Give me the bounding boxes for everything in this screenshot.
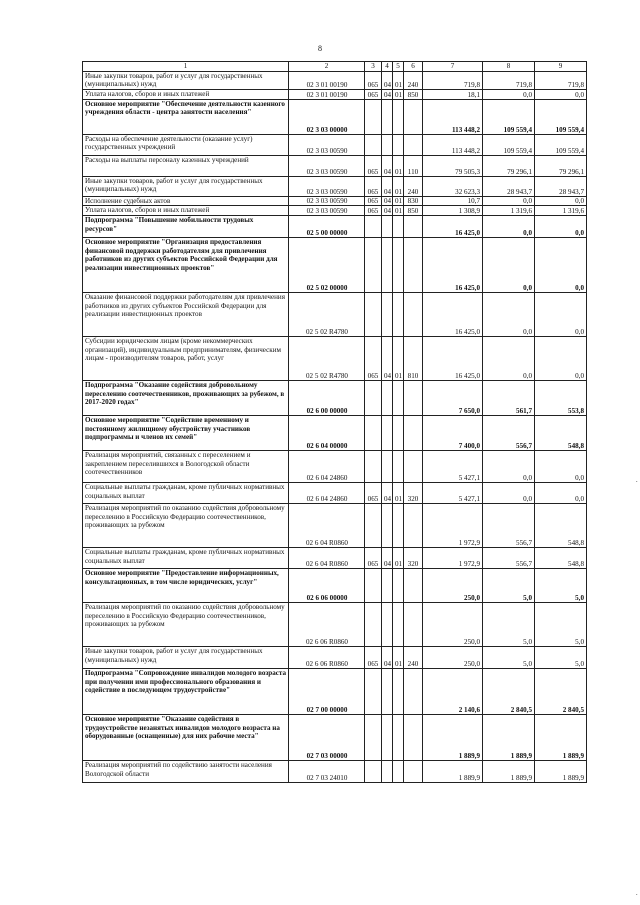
row-section xyxy=(382,238,393,293)
row-subsection: 01 xyxy=(393,156,404,177)
row-value-2019: 5,0 xyxy=(483,647,535,669)
row-value-2018: 1 308,9 xyxy=(423,206,483,216)
row-value-2020: 548,8 xyxy=(535,548,587,569)
row-code: 02 5 02 R4780 xyxy=(289,293,365,337)
row-code: 02 6 00 00000 xyxy=(289,381,365,416)
row-code: 02 3 03 00590 xyxy=(289,177,365,197)
row-name: Расходы на обеспечение деятельности (оказание услуг) государственных учреждений xyxy=(83,135,289,156)
row-subsection: 01 xyxy=(393,72,404,90)
table-row xyxy=(83,177,587,197)
row-section xyxy=(382,504,393,548)
table-row xyxy=(83,90,587,100)
column-header: 2 xyxy=(289,62,365,72)
row-code: 02 5 02 R4780 xyxy=(289,337,365,381)
row-expense-type xyxy=(404,293,423,337)
row-value-2018: 7 650,0 xyxy=(423,381,483,416)
row-section: 04 xyxy=(382,337,393,381)
row-value-2018: 16 425,0 xyxy=(423,337,483,381)
row-value-2020: 0,0 xyxy=(535,197,587,206)
row-section xyxy=(382,381,393,416)
row-name: Реализация мероприятий, связанных с переселением и закреплением переселившихся в Вологодской области соотечественников xyxy=(83,451,289,483)
row-expense-type xyxy=(404,504,423,548)
row-section xyxy=(382,761,393,783)
row-ministry: 065 xyxy=(365,483,382,504)
row-subsection: 01 xyxy=(393,483,404,504)
row-ministry xyxy=(365,416,382,451)
row-value-2020: 1 889,9 xyxy=(535,715,587,761)
row-ministry xyxy=(365,216,382,238)
row-subsection xyxy=(393,669,404,715)
table-row xyxy=(83,72,587,90)
row-section xyxy=(382,569,393,603)
row-subsection: 01 xyxy=(393,177,404,197)
row-section xyxy=(382,603,393,647)
row-value-2020: 0,0 xyxy=(535,90,587,100)
row-value-2020: 0,0 xyxy=(535,337,587,381)
row-value-2018: 18,1 xyxy=(423,90,483,100)
table-row xyxy=(83,135,587,156)
row-ministry: 065 xyxy=(365,337,382,381)
table-row xyxy=(83,761,587,783)
column-header: 9 xyxy=(535,62,587,72)
row-value-2019: 556,7 xyxy=(483,548,535,569)
row-section xyxy=(382,451,393,483)
table-row xyxy=(83,483,587,504)
row-value-2018: 113 448,2 xyxy=(423,135,483,156)
column-header: 5 xyxy=(393,62,404,72)
row-section: 04 xyxy=(382,647,393,669)
row-name: Оказание финансовой поддержки работодателям для привлечения работников из других субъектов Российской Федерации для реализации инвестиционных проектов xyxy=(83,293,289,337)
row-ministry: 065 xyxy=(365,156,382,177)
row-name: Иные закупки товаров, работ и услуг для государственных (муниципальных) нужд xyxy=(83,177,289,197)
row-ministry: 065 xyxy=(365,548,382,569)
row-section xyxy=(382,715,393,761)
row-subsection: 01 xyxy=(393,206,404,216)
row-expense-type xyxy=(404,416,423,451)
row-section: 04 xyxy=(382,90,393,100)
row-ministry: 065 xyxy=(365,72,382,90)
row-subsection: 01 xyxy=(393,90,404,100)
row-expense-type: 320 xyxy=(404,483,423,504)
row-expense-type: 110 xyxy=(404,156,423,177)
row-value-2020: 5,0 xyxy=(535,569,587,603)
row-expense-type: 830 xyxy=(404,197,423,206)
row-subsection: 01 xyxy=(393,548,404,569)
row-value-2019: 556,7 xyxy=(483,416,535,451)
row-code: 02 3 03 00590 xyxy=(289,197,365,206)
row-expense-type xyxy=(404,100,423,135)
row-subsection xyxy=(393,569,404,603)
table-row xyxy=(83,451,587,483)
row-expense-type xyxy=(404,761,423,783)
row-section xyxy=(382,416,393,451)
row-value-2019: 0,0 xyxy=(483,337,535,381)
row-name: Основное мероприятие "Содействие временному и постоянному жилищному обустройству участников подпрограммы и членов их семей" xyxy=(83,416,289,451)
row-section xyxy=(382,669,393,715)
row-ministry xyxy=(365,569,382,603)
table-row xyxy=(83,669,587,715)
row-value-2019: 1 319,6 xyxy=(483,206,535,216)
row-expense-type xyxy=(404,135,423,156)
row-value-2020: 0,0 xyxy=(535,238,587,293)
row-subsection xyxy=(393,293,404,337)
row-value-2018: 1 889,9 xyxy=(423,715,483,761)
row-value-2019: 2 840,5 xyxy=(483,669,535,715)
row-subsection xyxy=(393,216,404,238)
table-row xyxy=(83,603,587,647)
table-row xyxy=(83,504,587,548)
row-value-2018: 719,8 xyxy=(423,72,483,90)
row-value-2019: 0,0 xyxy=(483,197,535,206)
row-code: 02 3 03 00590 xyxy=(289,156,365,177)
row-section: 04 xyxy=(382,483,393,504)
row-value-2020: 0,0 xyxy=(535,483,587,504)
row-expense-type: 240 xyxy=(404,177,423,197)
row-ministry: 065 xyxy=(365,177,382,197)
row-ministry xyxy=(365,135,382,156)
row-value-2020: 2 840,5 xyxy=(535,669,587,715)
column-header: 8 xyxy=(483,62,535,72)
row-value-2020: 719,8 xyxy=(535,72,587,90)
margin-mark: · xyxy=(635,478,638,486)
row-name: Уплата налогов, сборов и иных платежей xyxy=(83,90,289,100)
row-expense-type xyxy=(404,238,423,293)
row-value-2020: 109 559,4 xyxy=(535,100,587,135)
row-name: Подпрограмма "Повышение мобильности трудовых ресурсов" xyxy=(83,216,289,238)
row-subsection xyxy=(393,416,404,451)
row-value-2019: 556,7 xyxy=(483,504,535,548)
row-value-2018: 10,7 xyxy=(423,197,483,206)
row-name: Реализация мероприятий по оказанию содействия добровольному переселению в Российскую Федерацию соотечественников, проживающих за рубежом xyxy=(83,603,289,647)
row-ministry xyxy=(365,238,382,293)
row-value-2018: 250,0 xyxy=(423,647,483,669)
table-row xyxy=(83,548,587,569)
row-code: 02 3 01 00190 xyxy=(289,72,365,90)
row-name: Основное мероприятие "Предоставление информационных, консультационных, в том числе юридических, услуг" xyxy=(83,569,289,603)
row-subsection xyxy=(393,381,404,416)
row-value-2019: 719,8 xyxy=(483,72,535,90)
row-name: Подпрограмма "Сопровождение инвалидов молодого возраста при получении ими профессионального образования и содействие в последующем трудоустройстве" xyxy=(83,669,289,715)
row-subsection xyxy=(393,504,404,548)
row-code: 02 6 06 00000 xyxy=(289,569,365,603)
row-code: 02 6 04 24860 xyxy=(289,451,365,483)
row-value-2018: 1 889,9 xyxy=(423,761,483,783)
column-header: 7 xyxy=(423,62,483,72)
row-code: 02 6 06 R0860 xyxy=(289,647,365,669)
row-section xyxy=(382,135,393,156)
table-row xyxy=(83,715,587,761)
row-expense-type: 810 xyxy=(404,337,423,381)
row-value-2020: 0,0 xyxy=(535,451,587,483)
row-ministry: 065 xyxy=(365,206,382,216)
table-row xyxy=(83,647,587,669)
row-value-2019: 561,7 xyxy=(483,381,535,416)
row-value-2019: 1 889,9 xyxy=(483,761,535,783)
row-name: Социальные выплаты гражданам, кроме публичных нормативных социальных выплат xyxy=(83,548,289,569)
row-value-2020: 28 943,7 xyxy=(535,177,587,197)
row-section xyxy=(382,293,393,337)
table-row xyxy=(83,206,587,216)
row-expense-type: 850 xyxy=(404,90,423,100)
row-ministry: 065 xyxy=(365,90,382,100)
column-header: 1 xyxy=(83,62,289,72)
row-subsection xyxy=(393,100,404,135)
row-code: 02 3 03 00590 xyxy=(289,135,365,156)
row-code: 02 3 03 00000 xyxy=(289,100,365,135)
row-name: Основное мероприятие "Оказание содействия в трудоустройстве незанятых инвалидов молодого возраста на оборудованные (оснащенные) для них рабочие места" xyxy=(83,715,289,761)
column-header: 6 xyxy=(404,62,423,72)
row-code: 02 6 04 R0860 xyxy=(289,504,365,548)
row-value-2018: 5 427,1 xyxy=(423,451,483,483)
table-row xyxy=(83,569,587,603)
row-value-2020: 5,0 xyxy=(535,603,587,647)
row-section: 04 xyxy=(382,206,393,216)
row-name: Основное мероприятие "Организация предоставления финансовой поддержки работодателям для привлечения работников из других субъектов Российской Федерации для реализации инвестиционных проектов" xyxy=(83,238,289,293)
row-section: 04 xyxy=(382,72,393,90)
row-value-2020: 79 296,1 xyxy=(535,156,587,177)
row-value-2018: 7 400,0 xyxy=(423,416,483,451)
row-code: 02 6 04 R0860 xyxy=(289,548,365,569)
table-row xyxy=(83,416,587,451)
row-ministry xyxy=(365,715,382,761)
row-expense-type xyxy=(404,381,423,416)
row-value-2018: 5 427,1 xyxy=(423,483,483,504)
table-header-row xyxy=(83,62,587,72)
row-value-2018: 1 972,9 xyxy=(423,548,483,569)
table-row xyxy=(83,381,587,416)
table-row xyxy=(83,238,587,293)
row-name: Подпрограмма "Оказание содействия добровольному переселению соотечественников, проживающих за рубежом, в 2017-2020 годах" xyxy=(83,381,289,416)
row-expense-type: 850 xyxy=(404,206,423,216)
row-name: Иные закупки товаров, работ и услуг для государственных (муниципальных) нужд xyxy=(83,647,289,669)
table-row xyxy=(83,216,587,238)
row-code: 02 7 03 00000 xyxy=(289,715,365,761)
row-name: Социальные выплаты гражданам, кроме публичных нормативных социальных выплат xyxy=(83,483,289,504)
row-name: Иные закупки товаров, работ и услуг для государственных (муниципальных) нужд xyxy=(83,72,289,90)
row-name: Субсидии юридическим лицам (кроме некоммерческих организаций), индивидуальным предпринимателям, физическим лицам - производителям товаров, работ, услуг xyxy=(83,337,289,381)
row-value-2019: 28 943,7 xyxy=(483,177,535,197)
row-value-2018: 32 623,3 xyxy=(423,177,483,197)
row-name: Уплата налогов, сборов и иных платежей xyxy=(83,206,289,216)
row-code: 02 5 02 00000 xyxy=(289,238,365,293)
row-ministry xyxy=(365,100,382,135)
row-subsection xyxy=(393,715,404,761)
row-expense-type xyxy=(404,603,423,647)
row-value-2019: 0,0 xyxy=(483,483,535,504)
table-row xyxy=(83,337,587,381)
row-value-2018: 113 448,2 xyxy=(423,100,483,135)
row-subsection xyxy=(393,761,404,783)
row-value-2019: 1 889,9 xyxy=(483,715,535,761)
row-expense-type xyxy=(404,669,423,715)
row-name: Основное мероприятие "Обеспечение деятельности казенного учреждения области - центра занятости населения" xyxy=(83,100,289,135)
row-ministry xyxy=(365,381,382,416)
row-section xyxy=(382,216,393,238)
row-value-2019: 5,0 xyxy=(483,603,535,647)
column-header: 4 xyxy=(382,62,393,72)
row-code: 02 7 00 00000 xyxy=(289,669,365,715)
row-value-2019: 79 296,1 xyxy=(483,156,535,177)
margin-mark: · xyxy=(635,891,638,899)
row-value-2019: 0,0 xyxy=(483,90,535,100)
row-value-2019: 109 559,4 xyxy=(483,100,535,135)
row-value-2018: 2 140,6 xyxy=(423,669,483,715)
row-ministry xyxy=(365,669,382,715)
row-expense-type xyxy=(404,216,423,238)
row-subsection xyxy=(393,238,404,293)
row-value-2019: 109 559,4 xyxy=(483,135,535,156)
row-ministry xyxy=(365,293,382,337)
row-ministry xyxy=(365,451,382,483)
row-expense-type xyxy=(404,715,423,761)
row-section: 04 xyxy=(382,156,393,177)
budget-table xyxy=(82,61,587,783)
row-subsection: 01 xyxy=(393,647,404,669)
row-name: Реализация мероприятий по оказанию содействия добровольному переселению в Российскую Федерацию соотечественников, проживающих за рубежом xyxy=(83,504,289,548)
row-value-2019: 0,0 xyxy=(483,451,535,483)
row-value-2020: 548,8 xyxy=(535,416,587,451)
row-code: 02 6 04 00000 xyxy=(289,416,365,451)
row-subsection: 01 xyxy=(393,197,404,206)
row-value-2019: 0,0 xyxy=(483,238,535,293)
row-ministry xyxy=(365,504,382,548)
row-value-2020: 0,0 xyxy=(535,216,587,238)
table-row xyxy=(83,100,587,135)
row-name: Реализация мероприятий по содействию занятости населения Вологодской области xyxy=(83,761,289,783)
row-section: 04 xyxy=(382,548,393,569)
row-value-2020: 553,8 xyxy=(535,381,587,416)
row-code: 02 6 04 24860 xyxy=(289,483,365,504)
row-code: 02 3 01 00190 xyxy=(289,90,365,100)
row-expense-type: 240 xyxy=(404,647,423,669)
column-header: 3 xyxy=(365,62,382,72)
row-section: 04 xyxy=(382,197,393,206)
row-ministry: 065 xyxy=(365,197,382,206)
row-subsection xyxy=(393,135,404,156)
row-value-2018: 79 505,3 xyxy=(423,156,483,177)
row-ministry xyxy=(365,603,382,647)
row-code: 02 3 03 00590 xyxy=(289,206,365,216)
row-name: Исполнение судебных актов xyxy=(83,197,289,206)
row-expense-type: 320 xyxy=(404,548,423,569)
row-value-2018: 250,0 xyxy=(423,603,483,647)
row-expense-type xyxy=(404,451,423,483)
row-value-2018: 250,0 xyxy=(423,569,483,603)
page-number: 8 xyxy=(318,44,322,53)
row-value-2019: 0,0 xyxy=(483,216,535,238)
row-ministry: 065 xyxy=(365,647,382,669)
row-value-2020: 548,8 xyxy=(535,504,587,548)
row-code: 02 6 06 R0860 xyxy=(289,603,365,647)
row-name: Расходы на выплаты персоналу казенных учреждений xyxy=(83,156,289,177)
row-value-2018: 16 425,0 xyxy=(423,216,483,238)
row-value-2020: 1 889,9 xyxy=(535,761,587,783)
row-subsection xyxy=(393,603,404,647)
row-subsection xyxy=(393,451,404,483)
row-value-2018: 16 425,0 xyxy=(423,293,483,337)
table-row xyxy=(83,197,587,206)
row-value-2020: 1 319,6 xyxy=(535,206,587,216)
row-code: 02 5 00 00000 xyxy=(289,216,365,238)
row-value-2020: 5,0 xyxy=(535,647,587,669)
row-ministry xyxy=(365,761,382,783)
table-row xyxy=(83,156,587,177)
row-value-2020: 0,0 xyxy=(535,293,587,337)
row-code: 02 7 03 24010 xyxy=(289,761,365,783)
row-expense-type: 240 xyxy=(404,72,423,90)
row-subsection: 01 xyxy=(393,337,404,381)
row-expense-type xyxy=(404,569,423,603)
row-section xyxy=(382,100,393,135)
row-value-2018: 16 425,0 xyxy=(423,238,483,293)
row-value-2019: 0,0 xyxy=(483,293,535,337)
table-row xyxy=(83,293,587,337)
row-value-2020: 109 559,4 xyxy=(535,135,587,156)
row-value-2018: 1 972,9 xyxy=(423,504,483,548)
row-section: 04 xyxy=(382,177,393,197)
row-value-2019: 5,0 xyxy=(483,569,535,603)
